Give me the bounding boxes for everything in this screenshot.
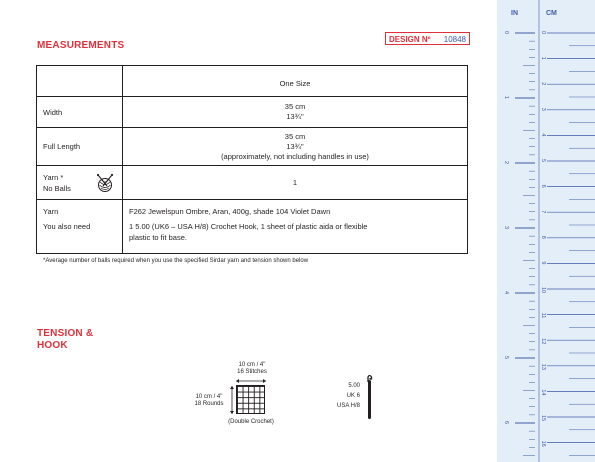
yarn-ball-icon (95, 173, 115, 193)
length-in: 13¾" (286, 141, 304, 151)
inch-tick-label: 4 (503, 291, 509, 295)
tension-rounds-label: 10 cm / 4" 18 Rounds (194, 394, 224, 407)
width-in: 13¾" (286, 112, 304, 121)
cm-tick-label: 2 (540, 82, 546, 86)
width-label: Width (37, 97, 123, 128)
table-row-length (37, 128, 468, 166)
inch-tick-label: 5 (503, 356, 509, 360)
hook-size-metric: 5.00 (348, 383, 360, 389)
tension-heading: TENSION & HOOK (37, 328, 94, 351)
cm-tick-label: 9 (540, 261, 546, 265)
balls-label-1: Yarn * (43, 172, 64, 182)
hook-sizes (326, 381, 360, 411)
table-row-yarn (37, 200, 468, 254)
inch-tick-label: 2 (503, 161, 509, 165)
balls-value: 1 (123, 166, 468, 200)
cm-tick-label: 5 (540, 159, 546, 163)
length-label: Full Length (37, 128, 123, 166)
cm-tick-label: 4 (540, 133, 546, 137)
design-number-box (385, 32, 470, 45)
inch-tick-label: 6 (503, 421, 509, 425)
cm-tick-label: 15 (540, 415, 546, 422)
tension-grid-square (236, 385, 265, 414)
tension-stitch-type: (Double Crochet) (228, 419, 274, 425)
crochet-hook-icon (364, 374, 374, 420)
measurements-table (36, 65, 468, 254)
hook-size-usa: USA H/8 (336, 403, 360, 409)
cm-tick-label: 8 (540, 235, 546, 239)
design-label: DESIGN Nº (389, 35, 431, 44)
cm-tick-label: 3 (540, 107, 546, 111)
you-also-need-label: You also need (43, 222, 91, 231)
ruler-in-label: IN (511, 10, 518, 17)
cm-tick-label: 1 (540, 56, 546, 60)
yarn-value: F262 Jewelspun Ombre, Aran, 400g, shade 104 Violet Dawn (129, 207, 331, 216)
rounds-arrow-icon (229, 385, 235, 415)
ruler-ticks (497, 0, 595, 462)
ruler-cm-label: CM (546, 10, 557, 17)
ruler (497, 0, 595, 462)
length-note: (approximately, not including handles in use) (221, 151, 369, 161)
you-also-need-value: 1 5.00 (UK6 – USA H/8) Crochet Hook, 1 sheet of plastic aida or flexible plastic to fit base. (129, 222, 368, 242)
footnote: *Average number of balls required when you use the specified Sirdar yarn and tension shown below (43, 258, 309, 264)
cm-tick-label: 13 (540, 363, 546, 370)
cm-tick-label: 16 (540, 440, 546, 447)
table-row-balls (37, 166, 468, 200)
design-number: 10848 (443, 35, 466, 44)
tension-stitches-label: 10 cm / 4" 16 Stitches (237, 362, 267, 375)
stitches-arrow-icon (235, 378, 267, 384)
table-row (37, 66, 468, 97)
width-cm: 35 cm (284, 102, 306, 111)
cm-tick-label: 10 (540, 287, 546, 294)
inch-tick-label: 1 (503, 96, 509, 100)
table-row-width (37, 97, 468, 128)
inch-tick-label: 0 (503, 31, 509, 35)
cm-tick-label: 14 (540, 389, 546, 396)
size-header: One Size (123, 66, 468, 97)
length-cm: 35 cm (284, 131, 306, 141)
balls-label-2: No Balls (43, 183, 71, 193)
yarn-label: Yarn (43, 207, 59, 216)
cm-tick-label: 0 (540, 31, 546, 35)
hook-size-uk: UK 6 (346, 393, 360, 399)
inch-tick-label: 3 (503, 226, 509, 230)
cm-tick-label: 7 (540, 210, 546, 214)
cm-tick-label: 6 (540, 184, 546, 188)
cm-tick-label: 12 (540, 338, 546, 345)
cm-tick-label: 11 (540, 312, 546, 319)
measurements-heading: MEASUREMENTS (37, 40, 125, 51)
